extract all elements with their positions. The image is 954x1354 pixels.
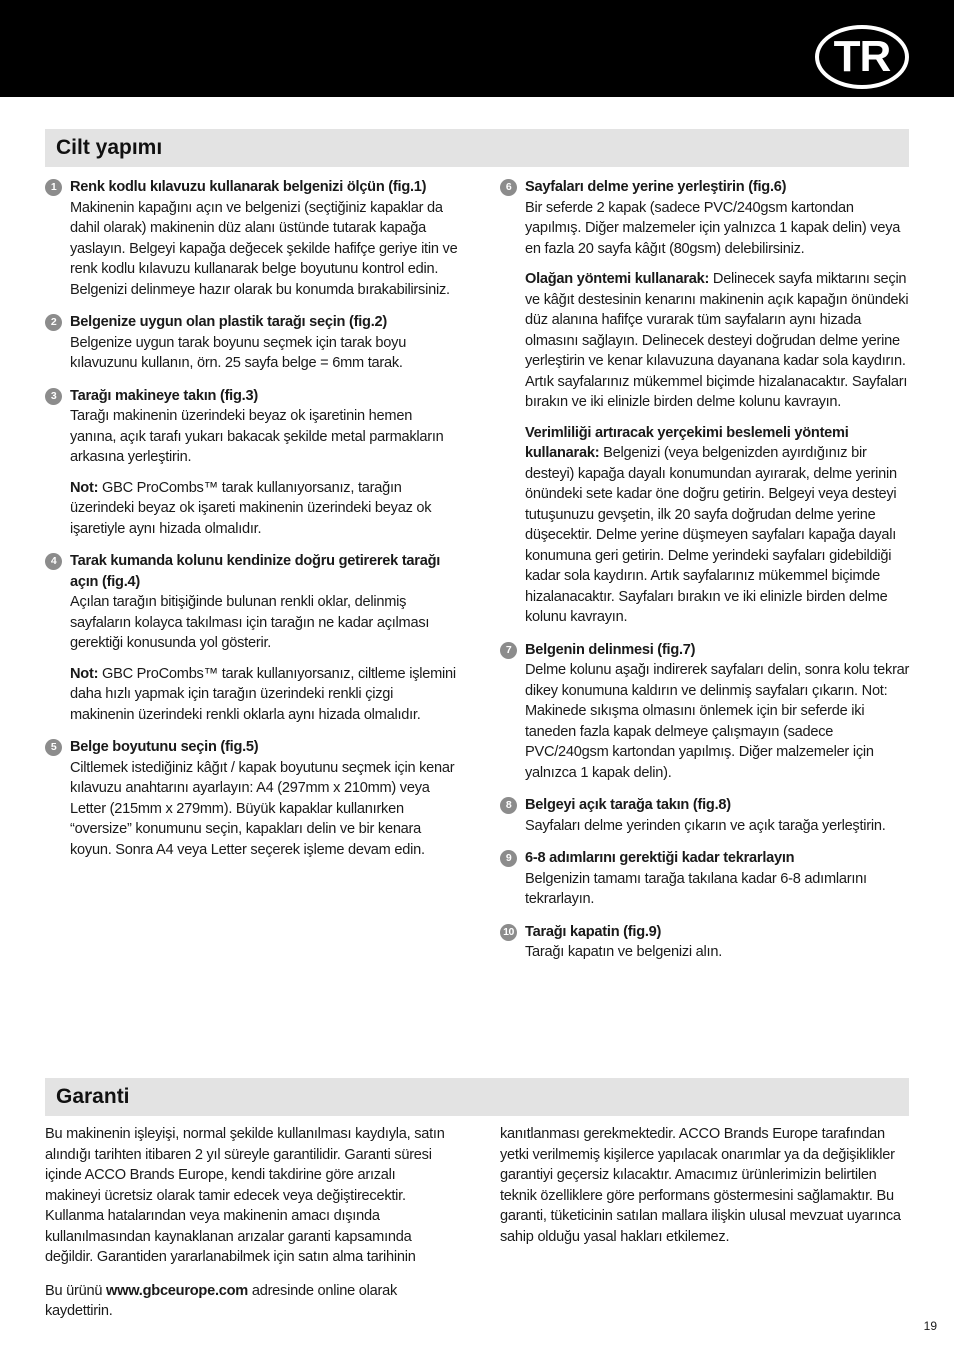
note-label: Not: xyxy=(70,665,99,682)
warranty-text-left: Bu makinenin işleyişi, normal şekilde kullanılması kaydıyla, satın alındığı tarihten itibaren 2 yıl süreyle garantilidir. Garanti süresi içinde ACCO Brands Europe, kendi takdirine göre arızalı makineyi ücretsiz olarak tamir edecek veya değiştirecektir. Kullanma hatalarından veya makinenin amacı dışında kullanılmasından kaynaklanan arızalar garanti kapsamında değildir. Garantiden yararlanabilmek için satın alma tarihinin xyxy=(45,1126,445,1265)
step-7 xyxy=(500,640,912,784)
step-text: Bir seferde 2 kapak (sadece PVC/240gsm kartondan yapılmış. Diğer malzemeler için yalnızca 1 kapak delin) veya en fazla 20 sayfa kâğıt (80gsm) delebilirsiniz. xyxy=(525,199,901,257)
step-title: Belge boyutunu seçin (fig.5) xyxy=(70,739,259,755)
step-2 xyxy=(45,312,461,374)
section-header-build xyxy=(45,129,909,167)
step-title: Sayfaları delme yerine yerleştirin (fig.6) xyxy=(525,179,787,195)
language-badge: TR xyxy=(815,25,909,89)
step-text: Tarağı makinenin üzerindeki beyaz ok işaretinin hemen yanına, açık tarafı yukarı bakacak şekilde metal parmakların arkasına yerleştirin. xyxy=(70,408,444,465)
step-3 xyxy=(45,386,461,540)
paragraph-label: Olağan yöntemi kullanarak: xyxy=(525,271,710,287)
step-text: Belgenizin tamamı tarağa takılana kadar 6-8 adımlarını tekrarlayın. xyxy=(525,870,867,907)
registration-suffix: adresinde online olarak kaydettirin. xyxy=(45,1282,397,1319)
section-header-warranty xyxy=(45,1078,909,1116)
registration-line xyxy=(45,1281,453,1322)
step-8 xyxy=(500,795,912,836)
paragraph-text: Delinecek sayfa miktarını seçin ve kâğıt destesinin kenarını makinenin açık kapağın önündeki düz alanına hafifçe vurarak tüm sayfaların aynı hizada olmasını sağlayın. Delinecek desteyi doğrudan delme yerine yerleştirin ve kenar kılavuzuna dayanana kadar sola kaydırın. Artık sayfalarınız mükemmel biçimde hizalanacaktır. Sayfaları bırakın ve iki elinizle birden delme kolunu kavrayın. xyxy=(525,271,909,410)
step-number-badge: 8 xyxy=(500,797,517,814)
step-number-badge: 7 xyxy=(500,642,517,659)
step-note xyxy=(70,478,461,540)
step-4 xyxy=(45,551,461,725)
step-number-badge: 10 xyxy=(500,924,517,941)
build-column-left xyxy=(45,177,461,872)
step-text: Sayfaları delme yerinden çıkarın ve açık tarağa yerleştirin. xyxy=(525,817,886,834)
step-title: 6-8 adımlarını gerektiği kadar tekrarlayın xyxy=(525,850,795,866)
step-title: Tarağı makineye takın (fig.3) xyxy=(70,387,258,404)
section-title-build: Cilt yapımı xyxy=(56,136,163,159)
step-title: Belgenin delinmesi (fig.7) xyxy=(525,641,696,658)
step-title: Tarağı kapatin (fig.9) xyxy=(525,923,662,940)
warranty-column-left xyxy=(45,1124,453,1322)
step-number-badge: 1 xyxy=(45,179,62,196)
step-number-badge: 3 xyxy=(45,388,62,405)
step-number-badge: 2 xyxy=(45,314,62,331)
step-text: Açılan tarağın bitişiğinde bulunan renkli oklar, delinmiş sayfaların kolayca takılması için tarağın ne kadar açılması gerektiği konusunda yol gösterir. xyxy=(70,594,430,651)
step-title: Belgenize uygun olan plastik tarağı seçin (fig.2) xyxy=(70,314,387,330)
top-header-bar xyxy=(0,0,954,97)
step-paragraph xyxy=(525,269,912,413)
step-5 xyxy=(45,737,461,860)
step-number-badge: 6 xyxy=(500,179,517,196)
step-text: Ciltlemek istediğiniz kâğıt / kapak boyutunu seçmek için kenar kılavuzu anahtarını ayarlayın: A4 (297mm x 210mm) veya Letter (215mm x 279mm). Büyük kapaklar kullanırken “oversize” konumunu seçin, kapakları delin ve bir kenara koyun. Sonra A4 veya Letter seçerek işleme devam edin. xyxy=(70,759,455,858)
warranty-text-right: kanıtlanması gerekmektedir. ACCO Brands Europe tarafından yetki verilmemiş kişilerce yapılacak onarımlar ya da değişiklikler garantiyi geçersiz kılacaktır. Amacımız ürünlerimizin belirtilen teknik özelliklere göre performans göstermesini sağlamaktır. Bu garanti, tüketicinin satılan mallara ilişkin ulusal mevzuat uyarınca sahip olduğu yasal hakları etkilemez. xyxy=(500,1126,901,1245)
step-6 xyxy=(500,177,912,628)
step-number-badge: 4 xyxy=(45,553,62,570)
section-title-warranty: Garanti xyxy=(56,1085,130,1108)
step-text: Belgenize uygun tarak boyunu seçmek için tarak boyu kılavuzunu kullanın, örn. 25 sayfa belge = 6mm tarak. xyxy=(70,334,407,371)
warranty-column-right xyxy=(500,1124,912,1247)
note-label: Not: xyxy=(70,479,99,496)
page-number: 19 xyxy=(923,1319,937,1333)
step-text: Makinenin kapağını açın ve belgenizi (seçtiğiniz kapaklar da dahil olarak) makinenin düz alanı üstünde tutarak kapağa yaslayın. Belgeyi kapağa değecek şekilde hafifçe geriye itin ve renk kodlu kılavuzu kullanarak belge boyutunu kontrol edin. Belgenizi delinmeye hazır olarak bu konumda bırakabilirsiniz. xyxy=(70,199,458,298)
registration-link[interactable]: www.gbceurope.com xyxy=(106,1282,249,1299)
note-text: GBC ProCombs™ tarak kullanıyorsanız, tarağın üzerindeki beyaz ok işareti makinenin üzerindeki beyaz ok işaretiyle aynı hizada olmalıdır. xyxy=(70,479,432,537)
step-title: Renk kodlu kılavuzu kullanarak belgenizi ölçün (fig.1) xyxy=(70,179,427,195)
step-1 xyxy=(45,177,461,300)
paragraph-label: Verimliliği artıracak yerçekimi beslemeli yöntemi kullanarak: xyxy=(525,424,849,461)
step-10 xyxy=(500,922,912,963)
step-9 xyxy=(500,848,912,910)
registration-prefix: Bu ürünü xyxy=(45,1282,107,1299)
step-title: Belgeyi açık tarağa takın (fig.8) xyxy=(525,797,731,813)
step-note xyxy=(70,664,461,726)
paragraph-text: Belgenizi (veya belgenizden ayırdığınız bir desteyi) kapağa dayalı konumundan ayırarak, delme yerinin önündeki sete kadar öne doğru getirin. Belgeyi veya desteyi tutuşunuzu gevşetin, ilk 20 sayfa doğrudan delme yerine düşecektir. Delme yerine düşmeyen sayfaları kapağa dayalı konumuna geri getirin. Delme yerindeki sayfaları gidebildiği kadar sola kaydırın. Artık sayfalarınız mükemmel biçimde hizalanacaktır. Sayfaları bırakın ve iki elinizle birden delme kolunu kavrayın. xyxy=(525,445,897,625)
step-title: Tarak kumanda kolunu kendinize doğru getirerek tarağı açın (fig.4) xyxy=(70,553,441,590)
step-number-badge: 9 xyxy=(500,850,517,867)
step-number-badge: 5 xyxy=(45,739,62,756)
step-text: Tarağı kapatın ve belgenizi alın. xyxy=(525,944,723,960)
step-text: Delme kolunu aşağı indirerek sayfaları delin, sonra kolu tekrar dikey konumuna kaldırın ve delinmiş sayfaları çıkarın. Not: Makinede sıkışma olmasını önlemek için bir seferde iki taneden fazla kapak delmeye çalışmayın (sadece PVC/240gsm kartondan yapılmış. Diğer malzemeler için yalnızca 1 kapak delin). xyxy=(525,662,910,781)
step-paragraph xyxy=(525,423,912,628)
note-text: GBC ProCombs™ tarak kullanıyorsanız, ciltleme işlemini daha hızlı yapmak için tarağın üzerindeki renkli çizgi makinenin üzerindeki renkli oklarla aynı hizada olmalıdır. xyxy=(70,665,456,723)
build-column-right xyxy=(500,177,912,975)
